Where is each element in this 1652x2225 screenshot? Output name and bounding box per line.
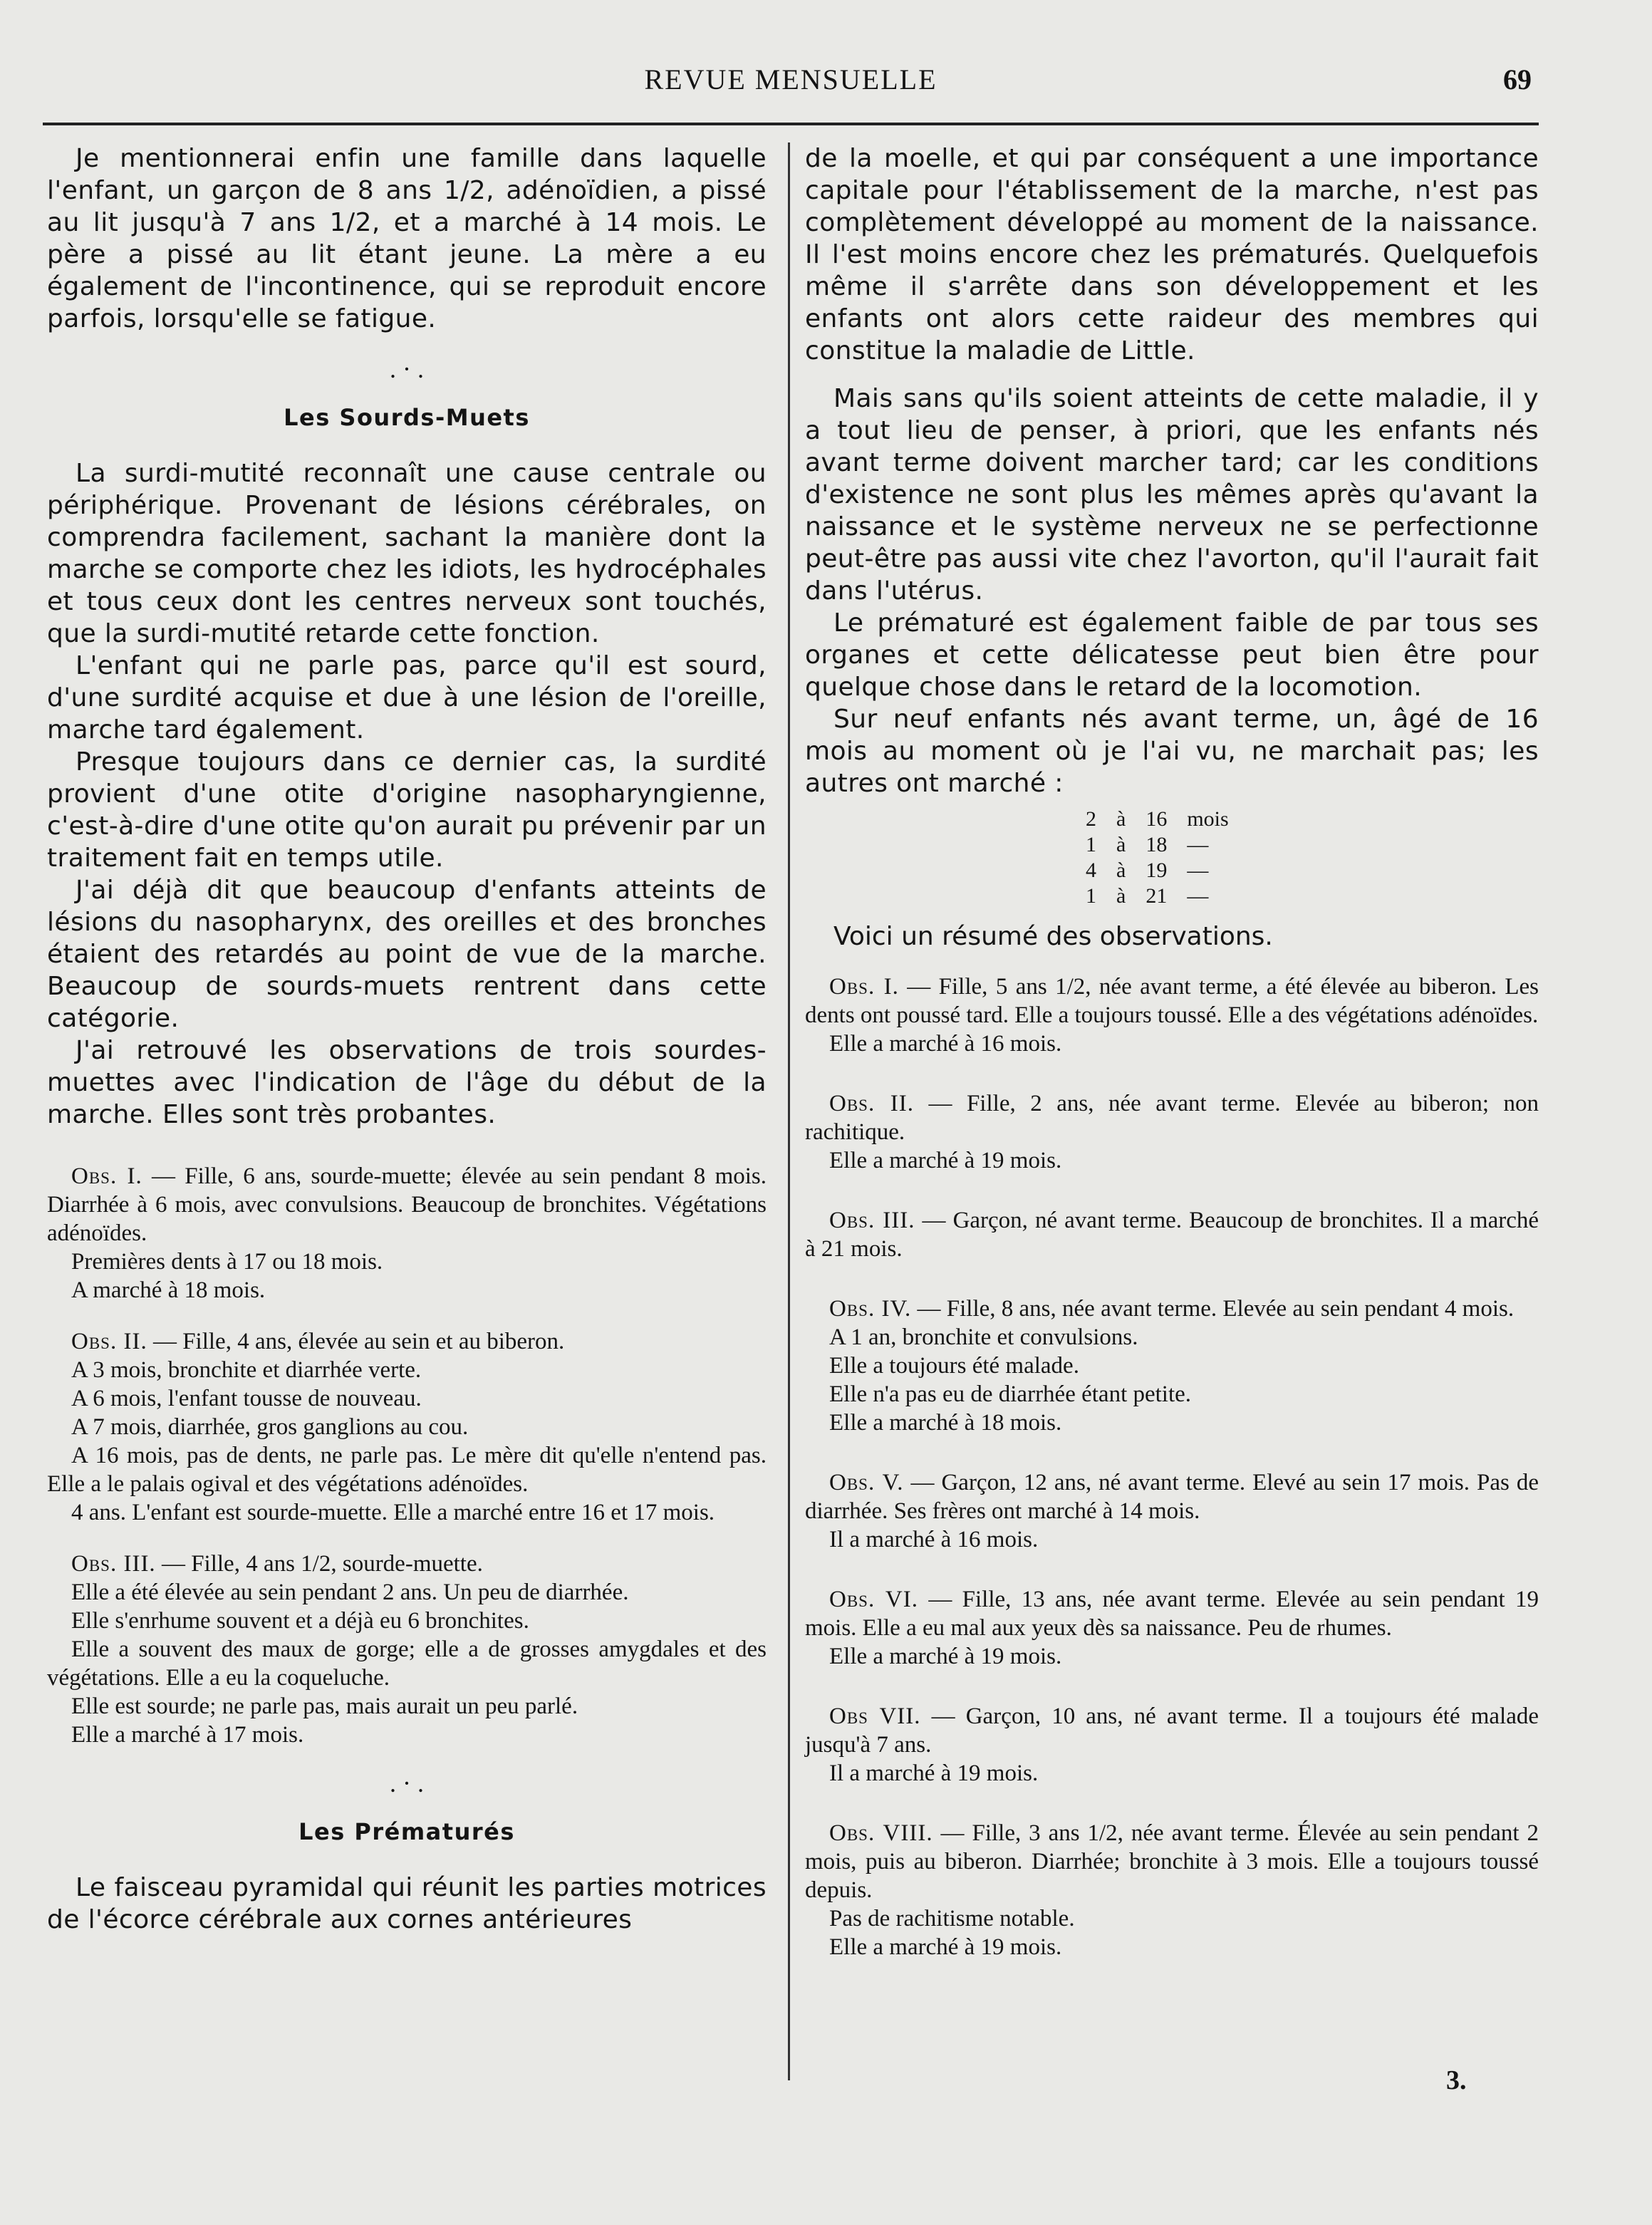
- table-row: [1076, 807, 1239, 832]
- observation-line: A 7 mois, diarrhée, gros ganglions au cou.: [71, 1414, 469, 1440]
- observation-line: Il a marché à 19 mois.: [829, 1760, 1039, 1786]
- table-cell: 1: [1086, 833, 1096, 856]
- observation-8: Obs. VIII. — Fille, 3 ans 1/2, née avant terme. Élevée au sein pendant 2 mois, puis au biberon. Diarrhée; bronchite à 3 mois. Elle a toujours toussé depuis.: [805, 1820, 1539, 1903]
- table-cell: 2: [1086, 807, 1096, 831]
- column-rule: [788, 142, 790, 2080]
- table-cell: à: [1116, 807, 1126, 831]
- obs-label: Obs. IV.: [829, 1296, 912, 1322]
- observation-2: Obs. II. — Fille, 4 ans, élevée au sein et au biberon.: [71, 1329, 565, 1354]
- section-separator: . · .: [390, 1769, 424, 1798]
- obs-label: Obs. II.: [71, 1329, 147, 1354]
- obs-label: Obs. I.: [71, 1163, 142, 1189]
- obs-label: Obs. V.: [829, 1470, 904, 1495]
- paragraph: Sur neuf enfants nés avant terme, un, âgé de 16 mois au moment où je l'ai vu, ne marchait pas; les autres ont marché :: [805, 705, 1539, 798]
- observation-line: Elle a marché à 19 mois.: [829, 1148, 1062, 1173]
- observation-1: Obs. I. — Fille, 5 ans 1/2, née avant terme, a été élevée au biberon. Les dents ont poussé tard. Elle a toujours toussé. Elle a des végétations adénoïdes.: [805, 974, 1539, 1028]
- paragraph: Le prématuré est également faible de par tous ses organes et cette délicatesse peut bien être pour quelque chose dans le retard de la locomotion.: [805, 608, 1539, 702]
- signature-mark: 3.: [1446, 2065, 1467, 2095]
- table-cell: —: [1187, 833, 1209, 856]
- observation-6: Obs. VI. — Fille, 13 ans, née avant terme. Elevée au sein pendant 19 mois. Elle a eu mal aux yeux dès sa naissance. Peu de rhumes.: [805, 1587, 1539, 1641]
- observation-3: Obs. III. — Fille, 4 ans 1/2, sourde-muette.: [71, 1551, 483, 1577]
- table-cell: 19: [1146, 859, 1168, 882]
- observation-line: Elle a marché à 19 mois.: [829, 1934, 1062, 1960]
- observation-2: Obs. II. — Fille, 2 ans, née avant terme. Elevée au biberon; non rachitique.: [805, 1091, 1539, 1145]
- table-row: [1076, 883, 1239, 909]
- observation-line: A 1 an, bronchite et convulsions.: [829, 1324, 1138, 1350]
- table-cell: 1: [1086, 884, 1096, 908]
- table-row: [1076, 832, 1239, 858]
- table-cell: à: [1116, 884, 1126, 908]
- observation-line: Il a marché à 16 mois.: [829, 1527, 1039, 1552]
- observation-line: Elle a souvent des maux de gorge; elle a de grosses amygdales et des végétations. Elle a eu la coqueluche.: [47, 1637, 767, 1691]
- obs-label: Obs. III.: [71, 1551, 156, 1577]
- obs-label: Obs. VIII.: [829, 1820, 933, 1846]
- obs-label: Obs. III.: [829, 1208, 915, 1233]
- observation-line: A marché à 18 mois.: [71, 1277, 266, 1303]
- observation-line: A 6 mois, l'enfant tousse de nouveau.: [71, 1386, 422, 1411]
- observation-line: Elle s'enrhume souvent et a déjà eu 6 bronchites.: [71, 1608, 529, 1634]
- observation-line: Elle a été élevée au sein pendant 2 ans. Un peu de diarrhée.: [71, 1580, 629, 1605]
- observation-line: Elle est sourde; ne parle pas, mais aurait un peu parlé.: [71, 1694, 578, 1719]
- paragraph: Presque toujours dans ce dernier cas, la surdité provient d'une otite d'origine nasopharyngienne, c'est-à-dire d'une otite qu'on aurait pu prévenir par un traitement fait en temps utile.: [47, 747, 767, 873]
- paragraph-intro: Je mentionnerai enfin une famille dans laquelle l'enfant, un garçon de 8 ans 1/2, adénoïdien, a pissé au lit jusqu'à 7 ans 1/2, et a marché à 14 mois. Le père a pissé au lit étant jeune. La mère a eu également de l'incontinence, qui se reproduit encore parfois, lorsqu'elle se fatigue.: [47, 144, 767, 333]
- obs-label: Obs. VI.: [829, 1587, 919, 1612]
- observation-line: Elle a toujours été malade.: [829, 1353, 1079, 1379]
- paragraph: Le faisceau pyramidal qui réunit les parties motrices de l'écorce cérébrale aux cornes antérieures: [47, 1873, 767, 1934]
- header-rule: [43, 123, 1539, 125]
- page-number: 69: [1503, 63, 1532, 95]
- journal-title: REVUE MENSUELLE: [644, 63, 937, 95]
- observation-line: Premières dents à 17 ou 18 mois.: [71, 1249, 383, 1275]
- observation-line: 4 ans. L'enfant est sourde-muette. Elle a marché entre 16 et 17 mois.: [71, 1500, 715, 1525]
- table-cell: 21: [1146, 884, 1168, 908]
- table-cell: —: [1187, 884, 1209, 908]
- table-cell: 18: [1146, 833, 1168, 856]
- observation-line: Elle a marché à 16 mois.: [829, 1031, 1062, 1057]
- heading-sourds-muets: Les Sourds-Muets: [284, 404, 530, 431]
- table-row: [1076, 858, 1239, 883]
- observation-line: Elle a marché à 19 mois.: [829, 1644, 1062, 1669]
- running-header: [43, 63, 1539, 105]
- observation-line: A 3 mois, bronchite et diarrhée verte.: [71, 1357, 422, 1383]
- observation-5: Obs. V. — Garçon, 12 ans, né avant terme. Elevé au sein 17 mois. Pas de diarrhée. Ses frères ont marché à 14 mois.: [805, 1470, 1539, 1524]
- summary-intro: Voici un résumé des observations.: [833, 922, 1273, 951]
- observation-3: Obs. III. — Garçon, né avant terme. Beaucoup de bronchites. Il a marché à 21 mois.: [805, 1208, 1539, 1262]
- premature-walking-table: [1076, 807, 1239, 909]
- paragraph: Mais sans qu'ils soient atteints de cette maladie, il y a tout lieu de penser, à priori, que les enfants nés avant terme doivent marcher tard; car les conditions d'existence ne sont plus les mêmes après qu'avant la naissance et le système nerveux ne se perfectionne peut-être pas aussi vite chez l'avorton, qu'il l'aurait fait dans l'utérus.: [805, 384, 1539, 606]
- observation-4: Obs. IV. — Fille, 8 ans, née avant terme. Elevée au sein pendant 4 mois.: [829, 1296, 1515, 1322]
- table-cell: —: [1187, 859, 1209, 882]
- paragraph-continued: de la moelle, et qui par conséquent a une importance capitale pour l'établissement de la marche, n'est pas complètement développé au moment de la naissance. Il l'est moins encore chez les prématurés. Quelquefois même il s'arrête dans son développement et les enfants ont alors cette raideur des membres qui constitue la maladie de Little.: [805, 144, 1539, 365]
- observation-7: Obs VII. — Garçon, 10 ans, né avant terme. Il a toujours été malade jusqu'à 7 ans.: [805, 1703, 1539, 1758]
- table-cell: 4: [1086, 859, 1096, 882]
- heading-prematures: Les Prématurés: [298, 1818, 515, 1845]
- observation-line: Elle n'a pas eu de diarrhée étant petite.: [829, 1381, 1192, 1407]
- table-cell: à: [1116, 833, 1126, 856]
- observation-line: Pas de rachitisme notable.: [829, 1906, 1075, 1931]
- table-cell: 16: [1146, 807, 1168, 831]
- observation-1: Obs. I. — Fille, 6 ans, sourde-muette; élevée au sein pendant 8 mois. Diarrhée à 6 mois, avec convulsions. Beaucoup de bronchites. Végétations adénoïdes.: [47, 1163, 767, 1246]
- left-column: [47, 142, 767, 1936]
- obs-label: Obs VII.: [829, 1703, 921, 1729]
- table-cell: mois: [1187, 807, 1229, 831]
- table-cell: à: [1116, 859, 1126, 882]
- paragraph: La surdi-mutité reconnaît une cause centrale ou périphérique. Provenant de lésions cérébrales, on comprendra facilement, sachant la manière dont la marche se comporte chez les idiots, les hydrocéphales et tous ceux dont les centres nerveux sont touchés, que la surdi-mutité retarde cette fonction.: [47, 459, 767, 648]
- observation-line: Elle a marché à 18 mois.: [829, 1410, 1062, 1436]
- section-separator: . · .: [390, 355, 424, 383]
- paragraph: J'ai déjà dit que beaucoup d'enfants atteints de lésions du nasopharynx, des oreilles et des bronches étaient des retardés au point de vue de la marche. Beaucoup de sourds-muets rentrent dans cette catégorie.: [47, 876, 767, 1033]
- paragraph: L'enfant qui ne parle pas, parce qu'il est sourd, d'une surdité acquise et due à une lésion de l'oreille, marche tard également.: [47, 651, 767, 745]
- observation-line: A 16 mois, pas de dents, ne parle pas. Le mère dit qu'elle n'entend pas. Elle a le palais ogival et des végétations adénoïdes.: [47, 1443, 767, 1497]
- obs-label: Obs. II.: [829, 1091, 914, 1116]
- observation-line: Elle a marché à 17 mois.: [71, 1722, 304, 1748]
- obs-label: Obs. I.: [829, 974, 899, 1000]
- right-column: [805, 142, 1539, 1961]
- paragraph: J'ai retrouvé les observations de trois sourdes-muettes avec l'indication de l'âge du début de la marche. Elles sont très probantes.: [47, 1036, 767, 1129]
